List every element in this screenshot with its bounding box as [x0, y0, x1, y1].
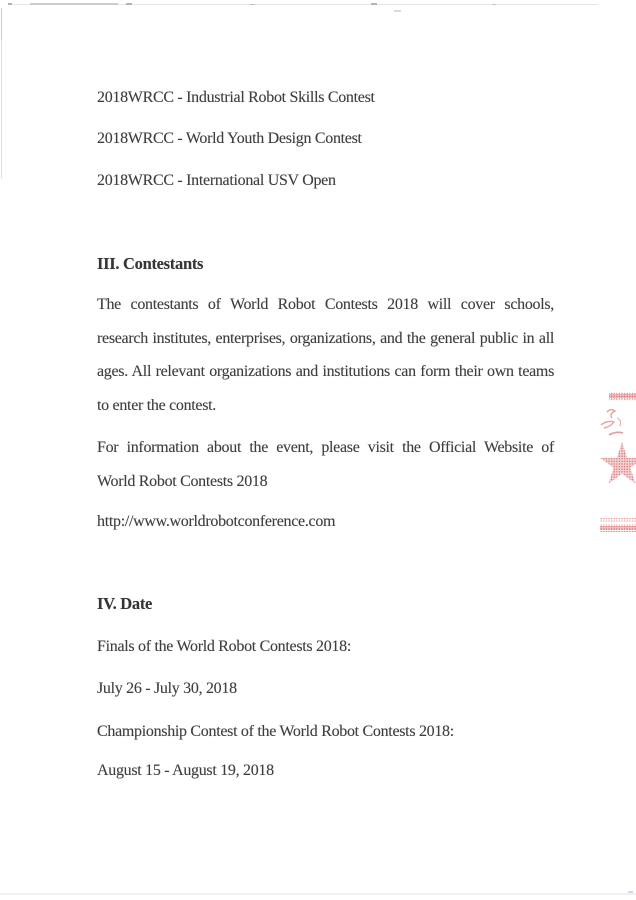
championship-dates: August 15 - August 19, 2018 [97, 762, 274, 779]
contestants-paragraph [97, 288, 554, 422]
paragraph-line: to enter the contest. [97, 396, 216, 414]
scan-artifact-left-line [1, 8, 2, 40]
scan-artifact-tick [492, 4, 496, 5]
scan-artifact-bottom-line [0, 893, 636, 895]
contest-list-item: 2018WRCC - International USV Open [97, 172, 336, 189]
contest-list-item: 2018WRCC - World Youth Design Contest [97, 130, 362, 147]
section-heading-contestants: III. Contestants [97, 254, 204, 273]
paragraph-line: The contestants of World Robot Contests 2018 will cover schools, [97, 296, 554, 313]
paragraph-line: World Robot Contests 2018 [97, 472, 268, 490]
scan-artifact-tick [8, 3, 12, 5]
paragraph-line: ages. All relevant organizations and institutions can form their own teams [97, 363, 554, 380]
finals-dates: July 26 - July 30, 2018 [97, 680, 237, 697]
championship-label: Championship Contest of the World Robot Contests 2018: [97, 723, 454, 740]
finals-label: Finals of the World Robot Contests 2018: [97, 638, 351, 655]
paragraph-line: For information about the event, please visit the Official Website of [97, 439, 554, 456]
scan-artifact-tick [126, 3, 132, 5]
red-seal-stamp-icon [595, 385, 636, 540]
section-heading-date: IV. Date [97, 594, 153, 613]
website-info-paragraph [97, 431, 554, 498]
scan-artifact-tick [371, 3, 377, 5]
scan-artifact-top-segment [30, 3, 118, 5]
paragraph-line: research institutes, enterprises, organizations, and the general public in all [97, 329, 554, 347]
scan-artifact-tick [250, 4, 255, 5]
scan-artifact-speck [394, 10, 401, 12]
scan-artifact-tick [628, 891, 633, 893]
website-url: http://www.worldrobotconference.com [97, 513, 336, 530]
contest-list-item: 2018WRCC - Industrial Robot Skills Contest [97, 89, 375, 106]
